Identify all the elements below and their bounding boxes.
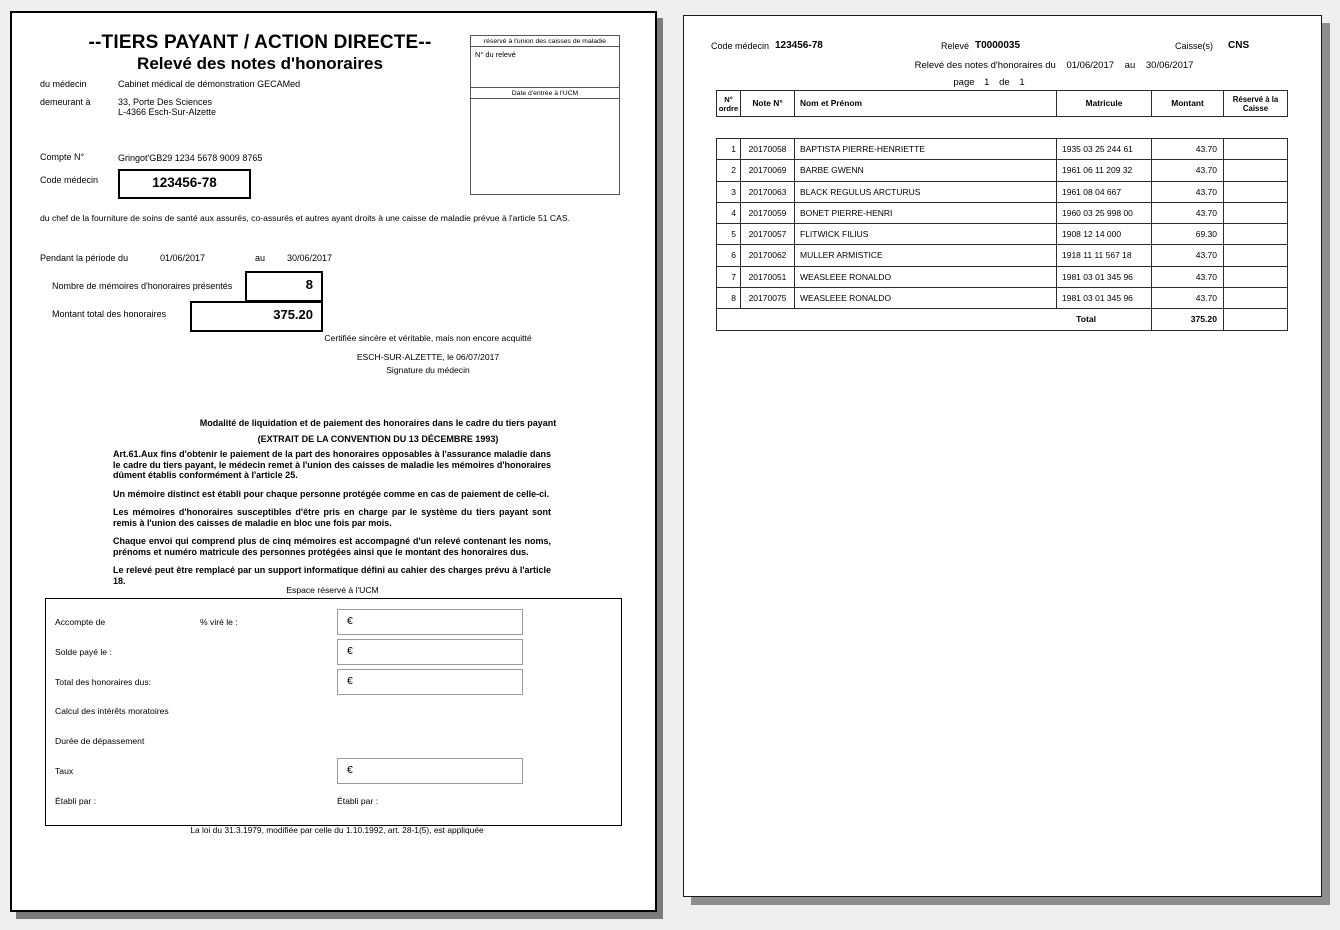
certification-block <box>250 333 606 375</box>
total-amount-box <box>190 301 323 332</box>
releve-subtitle <box>784 60 1324 71</box>
releve-value: T0000035 <box>975 40 1021 51</box>
ucm-form-row <box>46 728 621 755</box>
address-line1: 33, Porte Des Sciences <box>118 97 213 107</box>
modalites-paragraph: Le relevé peut être remplacé par un support informatique défini au cahier des charges prévu à l'article 18. <box>113 565 551 586</box>
table-row <box>717 160 1287 181</box>
doctor-label: du médecin <box>40 79 87 89</box>
cell-note-number: 20170057 <box>741 224 795 244</box>
page-info <box>689 77 1289 88</box>
period-label: Pendant la période du <box>40 253 129 263</box>
ucm-form-row <box>46 609 621 636</box>
document-title-line2: Relevé des notes d'honoraires <box>137 54 383 73</box>
ucm-space-header: Espace réservé à l'UCM <box>286 585 379 595</box>
code-medecin-value: 123456-78 <box>775 40 823 51</box>
reserved-union-header: réservé à l'union des caisses de maladie <box>471 36 619 47</box>
table-row <box>717 288 1287 309</box>
cell-patient-name: BLACK REGULUS ARCTURUS <box>795 182 1057 202</box>
modalites-paragraph: Un mémoire distinct est établi pour chaque personne protégée comme en cas de paiement de celle-ci. <box>113 488 550 499</box>
ucm-row-label: Accompte de <box>55 617 106 627</box>
total-amount-value: 375.20 <box>273 307 313 322</box>
fee-table-rows <box>716 138 1288 309</box>
place-date-line: ESCH-SUR-ALZETTE, le 06/07/2017 <box>356 352 500 362</box>
ucm-form-row <box>46 639 621 666</box>
reserved-union-box <box>470 35 620 195</box>
cell-patient-name: BARBE GWENN <box>795 160 1057 180</box>
ucm-row-label: Taux <box>55 766 74 776</box>
page-info-label: page <box>953 77 975 88</box>
cell-montant: 43.70 <box>1152 267 1224 287</box>
account-value: Gringot'GB29 1234 5678 9009 8765 <box>118 153 263 163</box>
doctor-value: Cabinet médical de démonstration GECAMed <box>118 79 301 89</box>
memoires-count-value: 8 <box>305 277 313 292</box>
total-amount-label: Montant total des honoraires <box>52 309 167 319</box>
column-header <box>741 91 795 116</box>
certification-line: Certifiée sincère et véritable, mais non encore acquitté <box>324 333 532 343</box>
cell-reserved <box>1224 267 1287 287</box>
column-header-line: Réservé à la <box>1232 94 1279 104</box>
cell-reserved <box>1224 203 1287 223</box>
fee-table-header <box>716 90 1288 117</box>
doctor-code-label: Code médecin <box>40 175 99 185</box>
cell-patient-name: FLITWICK FILIUS <box>795 224 1057 244</box>
cell-montant: 43.70 <box>1152 160 1224 180</box>
euro-sign: € <box>347 675 353 687</box>
ucm-box <box>45 598 622 826</box>
column-header <box>1152 91 1224 116</box>
cell-patient-name: MULLER ARMISTICE <box>795 245 1057 265</box>
ucm-entry-date-label: Date d'entrée à l'UCM <box>471 87 619 99</box>
cell-matricule: 1935 03 25 244 61 <box>1057 139 1152 159</box>
modalites-paragraphs <box>113 449 551 594</box>
ucm-row-mid-label: % viré le : <box>200 617 238 627</box>
cell-montant: 43.70 <box>1152 203 1224 223</box>
ucm-amount-field <box>337 669 523 695</box>
total-reserved-cell <box>1224 309 1287 330</box>
page-info-total: 1 <box>1019 77 1025 88</box>
column-header-line: Matricule <box>1085 98 1123 108</box>
period-separator: au <box>255 253 266 263</box>
cell-ordre: 1 <box>717 139 741 159</box>
cell-reserved <box>1224 288 1287 308</box>
table-row <box>717 203 1287 224</box>
cell-ordre: 2 <box>717 160 741 180</box>
modalites-paragraph: Les mémoires d'honoraires susceptibles d'être pris en charge par le système du tiers payant sont remis à l'union des caisses de maladie en bloc une fois par mois. <box>113 507 551 528</box>
cell-montant: 43.70 <box>1152 139 1224 159</box>
ucm-row-mid-label: Établi par : <box>337 796 379 806</box>
ucm-row-label: Total des honoraires dus: <box>55 677 152 687</box>
cell-note-number: 20170062 <box>741 245 795 265</box>
subtitle-prefix: Relevé des notes d'honoraires du <box>914 60 1056 71</box>
cell-note-number: 20170075 <box>741 288 795 308</box>
column-header-line: ordre <box>718 103 739 113</box>
subtitle-from-date: 01/06/2017 <box>1066 60 1115 71</box>
ucm-form-row <box>46 669 621 696</box>
cell-reserved <box>1224 224 1287 244</box>
ucm-row-label: Établi par : <box>55 796 97 806</box>
cell-reserved <box>1224 182 1287 202</box>
table-row <box>717 139 1287 160</box>
modalites-title: Modalité de liquidation et de paiement des honoraires dans le cadre du tiers payant <box>199 418 557 428</box>
cell-matricule: 1981 03 01 345 96 <box>1057 267 1152 287</box>
fee-table-total-row <box>716 309 1288 331</box>
period-from-date: 01/06/2017 <box>160 253 206 263</box>
ucm-amount-field <box>337 758 523 784</box>
column-header <box>795 91 1057 116</box>
cell-patient-name: BAPTISTA PIERRE-HENRIETTE <box>795 139 1057 159</box>
document-title-line1: --TIERS PAYANT / ACTION DIRECTE-- <box>88 32 432 53</box>
intro-paragraph: du chef de la fourniture de soins de santé aux assurés, co-assurés et autres ayant droits à une caisse de maladie prévue à l'article 51 CAS. <box>40 213 570 223</box>
page-info-current: 1 <box>984 77 990 88</box>
releve-label: Relevé <box>941 41 970 51</box>
cell-note-number: 20170059 <box>741 203 795 223</box>
cell-matricule: 1918 11 11 567 18 <box>1057 245 1152 265</box>
cell-ordre: 4 <box>717 203 741 223</box>
euro-sign: € <box>347 615 353 627</box>
column-header <box>717 91 741 116</box>
table-row <box>717 245 1287 266</box>
cell-matricule: 1961 08 04 667 <box>1057 182 1152 202</box>
cell-ordre: 8 <box>717 288 741 308</box>
cell-matricule: 1960 03 25 998 00 <box>1057 203 1152 223</box>
cell-reserved <box>1224 245 1287 265</box>
column-header-line: Nom et Prénom <box>800 98 862 108</box>
address-line2: L-4366 Esch-Sur-Alzette <box>118 107 217 117</box>
cell-note-number: 20170051 <box>741 267 795 287</box>
cell-matricule: 1908 12 14 000 <box>1057 224 1152 244</box>
euro-sign: € <box>347 764 353 776</box>
ucm-amount-field <box>337 609 523 635</box>
ucm-row-label: Calcul des intérêts moratoires <box>55 706 169 716</box>
ucm-row-label: Durée de dépassement <box>55 736 145 746</box>
modalites-paragraph: Art.61.Aux fins d'obtenir le paiement de la part des honoraires opposables à l'assurance maladie dans le cadre du tiers payant, le médecin remet à l'union des caisses de maladie les mémoires d'honoraires dûment établis conformément à l'article 25. <box>113 449 551 480</box>
ucm-form-row <box>46 698 621 725</box>
cell-montant: 43.70 <box>1152 182 1224 202</box>
left-document-page <box>10 11 657 912</box>
cell-note-number: 20170063 <box>741 182 795 202</box>
ucm-amount-field <box>337 639 523 665</box>
caisse-value: CNS <box>1228 40 1250 51</box>
modalites-subtitle: (EXTRAIT DE LA CONVENTION DU 13 DÉCEMBRE 1993) <box>257 434 499 444</box>
cell-note-number: 20170058 <box>741 139 795 159</box>
period-to-date: 30/06/2017 <box>287 253 333 263</box>
column-header-line: Note N° <box>752 98 783 108</box>
address-label: demeurant à <box>40 97 91 107</box>
total-value-cell: 375.20 <box>1152 309 1224 330</box>
euro-sign: € <box>347 645 353 657</box>
ucm-row-label: Solde payé le : <box>55 647 112 657</box>
cell-ordre: 5 <box>717 224 741 244</box>
ucm-form-row <box>46 788 621 815</box>
ucm-form-row <box>46 758 621 785</box>
releve-number-label: N° du relevé <box>475 50 516 59</box>
table-row <box>717 267 1287 288</box>
cell-matricule: 1981 03 01 345 96 <box>1057 288 1152 308</box>
memoires-count-label: Nombre de mémoires d'honoraires présentés <box>52 281 233 291</box>
law-footer: La loi du 31.3.1979, modifiée par celle du 1.10.1992, art. 28-1(5), est appliquée <box>190 825 484 835</box>
caisse-label: Caisse(s) <box>1175 41 1214 51</box>
modalites-paragraph: Chaque envoi qui comprend plus de cinq mémoires est accompagné d'un relevé contenant les noms, prénoms et numéro matricule des personnes protégées ainsi que le montant des honoraires dus. <box>113 536 551 557</box>
cell-ordre: 7 <box>717 267 741 287</box>
cell-reserved <box>1224 160 1287 180</box>
cell-montant: 43.70 <box>1152 288 1224 308</box>
right-document-page <box>683 15 1322 897</box>
cell-note-number: 20170069 <box>741 160 795 180</box>
cell-montant: 43.70 <box>1152 245 1224 265</box>
cell-ordre: 6 <box>717 245 741 265</box>
cell-patient-name: WEASLEEE RONALDO <box>795 267 1057 287</box>
column-header <box>1057 91 1152 116</box>
cell-patient-name: BONET PIERRE-HENRI <box>795 203 1057 223</box>
table-row <box>717 182 1287 203</box>
subtitle-to-date: 30/06/2017 <box>1145 60 1194 71</box>
cell-patient-name: WEASLEEE RONALDO <box>795 288 1057 308</box>
signature-label: Signature du médecin <box>386 365 470 375</box>
page-info-of: de <box>999 77 1010 88</box>
doctor-code-box: 123456-78 <box>118 169 251 199</box>
total-label-cell: Total <box>717 309 1152 330</box>
subtitle-separator: au <box>1124 60 1136 71</box>
account-label: Compte N° <box>40 152 85 162</box>
column-header <box>1224 91 1287 116</box>
column-header-line: Caisse <box>1242 103 1269 113</box>
cell-reserved <box>1224 139 1287 159</box>
memoires-count-box <box>245 271 323 302</box>
column-header-line: Montant <box>1171 98 1204 108</box>
code-medecin-label: Code médecin <box>711 41 770 51</box>
column-header-line: N° <box>724 94 733 104</box>
cell-montant: 69.30 <box>1152 224 1224 244</box>
cell-ordre: 3 <box>717 182 741 202</box>
table-row <box>717 224 1287 245</box>
cell-matricule: 1961 06 11 209 32 <box>1057 160 1152 180</box>
